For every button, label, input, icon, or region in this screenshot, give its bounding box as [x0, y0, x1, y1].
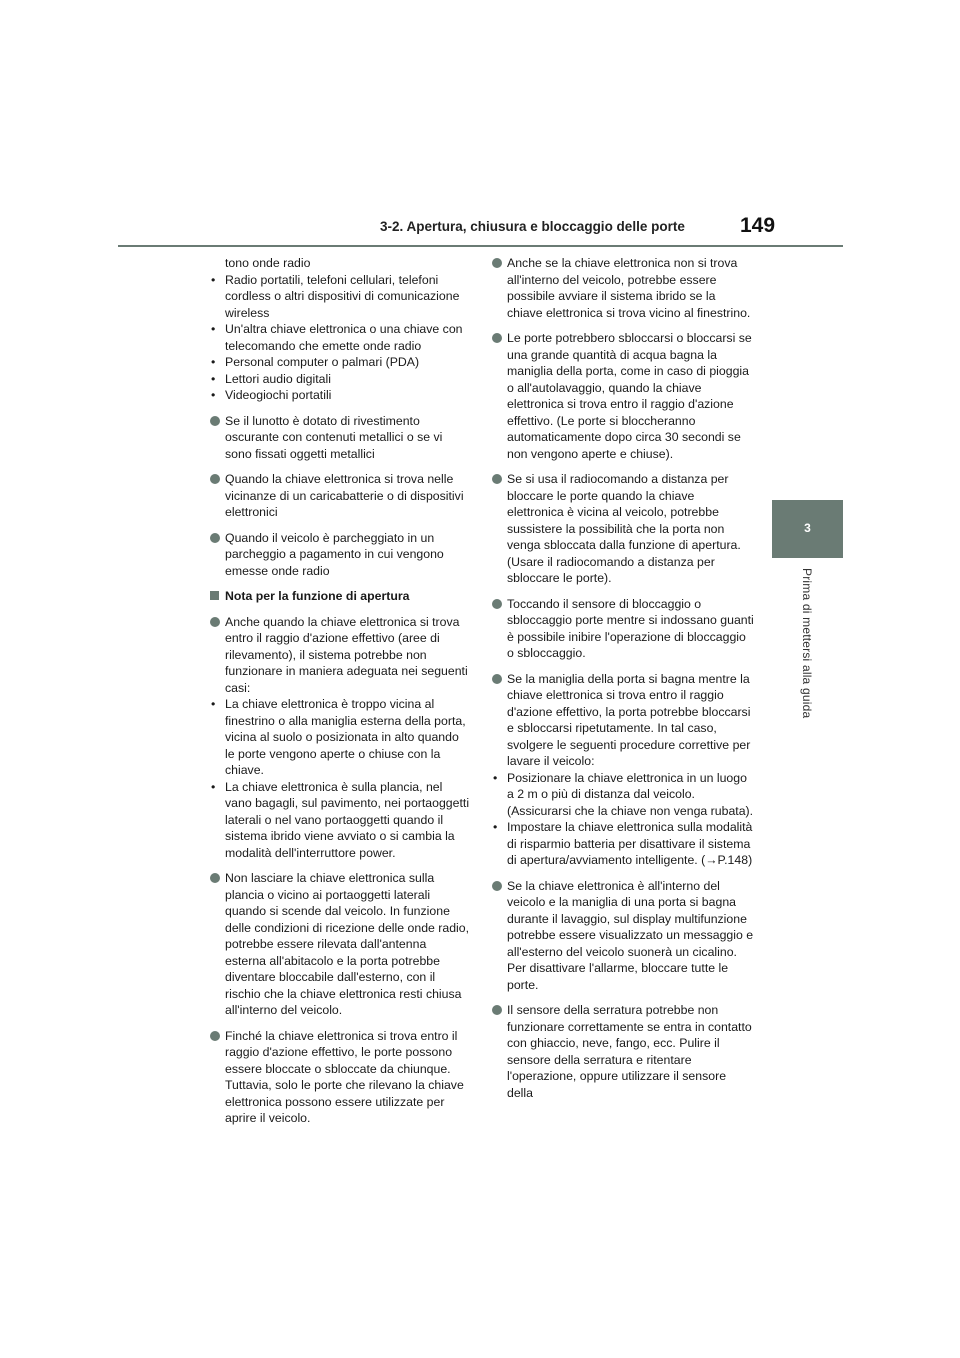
note-item: Se si usa il radiocomando a distanza per bloccare le porte quando la chiave elettronica è vicina al veicolo, potrebbe sussistere la possibilità che la porta non venga sbloccata dalla funzione di apertura. (Usare il radiocomando a distanza per sbloccare le porte). — [492, 471, 754, 587]
circle-bullet-icon — [492, 258, 502, 268]
list-item: • La chiave elettronica è troppo vicina al finestrino o alla maniglia esterna della porta, vicina al suolo o posizionata in alto quando le porte vengono aperte o chiuse con la chiave. — [211, 697, 466, 777]
section-header-title: 3-2. Apertura, chiusura e bloccaggio delle porte — [380, 219, 685, 234]
circle-bullet-icon — [210, 873, 220, 883]
circle-bullet-icon — [492, 474, 502, 484]
list-item: • Posizionare la chiave elettronica in un luogo a 2 m o più di distanza dal veicolo. (Assicurarsi che la chiave non venga rubata). — [493, 770, 754, 818]
note-item: Il sensore della serratura potrebbe non funzionare correttamente se entra in contatto con ghiaccio, neve, fango, ecc. Pulire il sensore della serratura e ritentare l'operazione, oppure utilizzare il sensore della — [492, 1002, 754, 1101]
header-rule — [118, 245, 843, 247]
chapter-number: 3 — [804, 521, 811, 535]
note-item: Toccando il sensore di bloccaggio o sbloccaggio porte mentre si indossano guanti è possibile inibire l'operazione di bloccaggio o sbloccaggio. — [492, 596, 754, 662]
section-heading: Nota per la funzione di apertura — [210, 588, 470, 605]
note-item: Se la chiave elettronica è all'interno del veicolo e la maniglia di una porta si bagna durante il lavaggio, sul display multifunzione potrebbe essere visualizzato un messaggio e all'esterno del veicolo suonerà un cicalino. Per disattivare l'allarme, bloccare tutte le porte. — [492, 878, 754, 994]
bullet-list — [210, 696, 470, 861]
list-item: • Personal computer o palmari (PDA) — [211, 355, 420, 369]
list-item: • Un'altra chiave elettronica o una chiave con telecomando che emette onde radio — [211, 322, 463, 353]
right-column — [492, 255, 754, 1110]
circle-bullet-icon — [492, 1005, 502, 1015]
bullet-list — [210, 272, 470, 404]
circle-bullet-icon — [492, 333, 502, 343]
circle-bullet-icon — [492, 881, 502, 891]
note-item: Se la maniglia della porta si bagna mentre la chiave elettronica si trova entro il raggio d'azione effettivo, la porta potrebbe bloccarsi e sbloccarsi ripetutamente. In tal caso, svolgere le seguenti procedure correttive per lavare il veicolo: — [492, 671, 754, 770]
circle-bullet-icon — [210, 533, 220, 543]
list-item: • Lettori audio digitali — [211, 371, 331, 386]
note-item: Non lasciare la chiave elettronica sulla plancia o vicino ai portaoggetti laterali quando si scende dal veicolo. In funzione delle condizioni di ricezione delle onde radio, potrebbe essere rilevata dall'antenna esterna all'abitacolo e la porta potrebbe diventare bloccabile dall'esterno, con il rischio che la chiave elettronica resti chiusa all'interno del veicolo. — [210, 870, 470, 1019]
note-item: Se il lunotto è dotato di rivestimento oscurante con contenuti metallici o se vi sono fissati oggetti metallici — [210, 413, 470, 463]
note-item: Le porte potrebbero sbloccarsi o bloccarsi se una grande quantità di acqua bagna la maniglia della porta, come in caso di pioggia o all'autolavaggio, quando la chiave elettronica si trova entro il raggio d'azione effettivo. (Le porte si bloccheranno automaticamente dopo circa 30 secondi se non vengono aperte e chiuse). — [492, 330, 754, 462]
list-item: • Radio portatili, telefoni cellulari, telefoni cordless o altri dispositivi di comunicazione wireless — [211, 272, 460, 320]
note-item: Finché la chiave elettronica si trova entro il raggio d'azione effettivo, le porte possono essere bloccate o sbloccate da chiunque. Tuttavia, solo le porte che rilevano la chiave elettronica possono essere utilizzate per aprire il veicolo. — [210, 1028, 470, 1127]
circle-bullet-icon — [210, 1031, 220, 1041]
bullet-list — [492, 770, 754, 869]
page-number: 149 — [740, 214, 776, 237]
square-bullet-icon — [210, 591, 219, 600]
circle-bullet-icon — [210, 416, 220, 426]
note-item: Anche se la chiave elettronica non si trova all'interno del veicolo, potrebbe essere possibile avviare il sistema ibrido se la chiave elettronica si trova vicino al finestrino. — [492, 255, 754, 321]
left-column — [210, 255, 470, 1136]
circle-bullet-icon — [492, 599, 502, 609]
note-item: Quando la chiave elettronica si trova nelle vicinanze di un caricabatterie o di dispositivi elettronici — [210, 471, 470, 521]
note-item: Anche quando la chiave elettronica si trova entro il raggio d'azione effettivo (aree di rilevamento), il sistema potrebbe non funzionare in maniera adeguata nei seguenti casi: — [210, 614, 470, 697]
note-item: Quando il veicolo è parcheggiato in un parcheggio a pagamento in cui vengono emesse onde radio — [210, 530, 470, 580]
list-item: • La chiave elettronica è sulla plancia, nel vano bagagli, sul pavimento, nei portaoggetti laterali o nel vano portaoggetti quando il sistema ibrido viene avviato o si cambia la modalità dell'interruttore power. — [211, 779, 470, 860]
list-item: • Impostare la chiave elettronica sulla modalità di risparmio batteria per disattivare il sistema di apertura/avviamento intelligente. (→P.148) — [493, 820, 753, 867]
circle-bullet-icon — [210, 617, 220, 627]
list-item: • Videogiochi portatili — [211, 388, 332, 402]
circle-bullet-icon — [210, 474, 220, 484]
continued-text: tono onde radio — [225, 256, 311, 270]
chapter-label: Prima di mettersi alla guida — [800, 568, 814, 719]
circle-bullet-icon — [492, 674, 502, 684]
